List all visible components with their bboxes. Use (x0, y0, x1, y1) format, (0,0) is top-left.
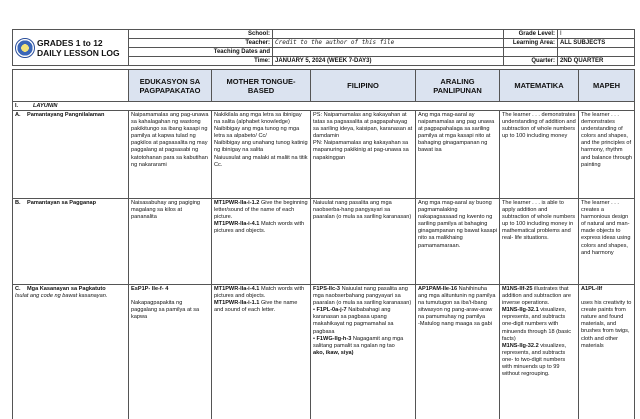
cell-ap: AP1PAM-IIe-16 Nahihinuha ang mga alituntunin ng pamilya na tumutugon sa iba't-ibang sitwasyon ng pang-araw-araw na pamumuhay ng pamilya -Matulog nang maaga sa gabi (416, 285, 500, 419)
cell-ap: Ang mga mag-aaral ay buong pagmamalaking nakapagsasaad ng kwento ng sariling pamilya at bahaging ginagampanan ng bawat kasapi nito sa malikhaing pamamamaraan. (416, 199, 500, 285)
cell-mtb: Nakikilala ang mga letra sa ibinigay na salita (alphabet knowledge) Naibibigay ang mga tunog ng mga letra sa alpabeto/ Cc/ Naibibigay ang unahang tunog katinig ng ibinigay na salita Naiuusulat ang malaki at maliit na titik Cc. (212, 111, 311, 199)
cell-math: The learner . . . is able to apply addition and subtraction of whole numbers up to 100 including money in mathematical problems and real- life situations. (500, 199, 579, 285)
table-row (13, 199, 635, 285)
subject-header-row (13, 70, 635, 102)
quarter-spacer-value (558, 48, 635, 57)
objectives-row (13, 102, 635, 111)
column-header: FILIPINO (311, 70, 416, 102)
column-header: ARALING PANLIPUNAN (416, 70, 500, 102)
corner-cell (13, 70, 129, 102)
row-label: A. Pamantayang Pangnilalaman (13, 111, 129, 199)
quarter-label: Quarter: (504, 57, 558, 66)
cell-filipino: PS: Naipamamalas ang kakayahan at tatas sa pagsasalita at pagpapahayag sa sariling ideya, kaisipan, karanasan at damdamin PN: Naipamamalas ang kakayahan sa mapanuring pakikinig at pag-unawa sa napakinggan (311, 111, 416, 199)
cell-esp: Naipamamalas ang pag-unawa sa kahalagahan ng wastong pakikitungo sa ibang kasapi ng pamilya at kapwa tulad ng pagkilos at pagsasalita ng may paggalang at pagsasabi ng katotohanan para sa kabutihan ng nakararami (129, 111, 212, 199)
teacher-label: Teacher: (129, 39, 273, 48)
column-header: MOTHER TONGUE-BASED (212, 70, 311, 102)
logo-cell (13, 30, 129, 66)
school-label: School: (129, 30, 273, 39)
grade-value: I (558, 30, 635, 39)
dates-label: Teaching Dates and (129, 48, 273, 57)
cell-mtb: MT1PWR-IIa-i-1.2 Give the beginning letter/sound of the name of each picture. MT1PWR-IIa-i-4.1 Match words with pictures and objects. (212, 199, 311, 285)
column-header: MAPEH (579, 70, 635, 102)
cell-esp: EsP1P- IIe-f- 4 Nakapagpapakita ng paggalang sa pamilya at sa kapwa (129, 285, 212, 419)
daily-lesson-log (12, 29, 634, 419)
table-row (13, 285, 635, 419)
table-row (13, 111, 635, 199)
cell-mtb: MT1PWR-IIa-i-4.1 Match words with pictures and objects. MT1PWR-IIa-i-1.1 Give the name and sound of each letter. (212, 285, 311, 419)
time-label: Time: (129, 57, 273, 66)
quarter-spacer (504, 48, 558, 57)
cell-mapeh: The learner . . . creates a harmonious design of natural and man-made objects to express ideas using colors and shapes, and harmony (579, 199, 635, 285)
school-value (273, 30, 504, 39)
cell-mapeh: A1PL-IIf uses his creativity to create paints from nature and found materials, and brushes from twigs, cloth and other materials (579, 285, 635, 419)
column-header: MATEMATIKA (500, 70, 579, 102)
dates-value: JANUARY 5, 2024 (WEEK 7-DAY3) (273, 57, 504, 66)
cell-math: M1NS-IIf-25 illustrates that addition and subtraction are inverse operations. M1NS-IIg-32.1 visualizes, represents, and subtracts one-digit numbers with minuends through 18 (basic facts) M1NS-IIg-32.2 visualizes, represents, and subtracts one- to two-digit numbers with minuends up to 99 without regrouping. (500, 285, 579, 419)
row-label: B. Pamantayan sa Pagganap (13, 199, 129, 285)
lesson-grid (12, 69, 635, 419)
teacher-value: Credit to the author of this file (273, 39, 504, 48)
cell-esp: Naisasabuhay ang pagiging magalang sa kilos at pananalita (129, 199, 212, 285)
cell-filipino: Naiuulat nang pasalita ang mga naobserba-hang pangyayari sa paaralan (o mula sa sariling karanasan) (311, 199, 416, 285)
row-label: C. Mga Kasanayan sa Pagkatuto Isulat ang code ng bawat kasanayan. (13, 285, 129, 419)
dates-spacer (273, 48, 504, 57)
quarter-value: 2ND QUARTER (558, 57, 635, 66)
cell-mapeh: The learner . . . demonstrates understanding of colors and shapes, and the principles of harmony, rhythm and balance through painting (579, 111, 635, 199)
deped-seal-icon (15, 38, 35, 58)
learning-area-label: Learning Area: (504, 39, 558, 48)
header-table (12, 29, 635, 66)
learning-area-value: ALL SUBJECTS (558, 39, 635, 48)
logo-title: GRADES 1 to 12 DAILY LESSON LOG (37, 37, 120, 58)
cell-ap: Ang mga mag-aaral ay naipamamalas ang pag unawa at pagpapahalaga sa sariling pamilya at mga kasapi nito at bahaging ginagampanan ng bawat isa (416, 111, 500, 199)
objectives-label: I. LAYUNIN (13, 102, 635, 111)
column-header: EDUKASYON SA PAGPAPAKATAO (129, 70, 212, 102)
cell-math: The learner . . . demonstrates understanding of addition and subtraction of whole numbers up to 100 including money (500, 111, 579, 199)
cell-filipino: F1PS-IIc-3 Naiuulat nang pasalita ang mga naobserbahang pangyayari sa paaralan (o mula sa sariling karanasan) • F1PL-0a-j-7 Naibabahagi ang karanasan sa pagbasa upang makahikayat ng pagmamahal sa pagbasa • F1WG-IIg-h-3 Nagagamit ang mga salitang pamalit sa ngalan ng tao ako, ikaw, siya) (311, 285, 416, 419)
grade-label: Grade Level: (504, 30, 558, 39)
